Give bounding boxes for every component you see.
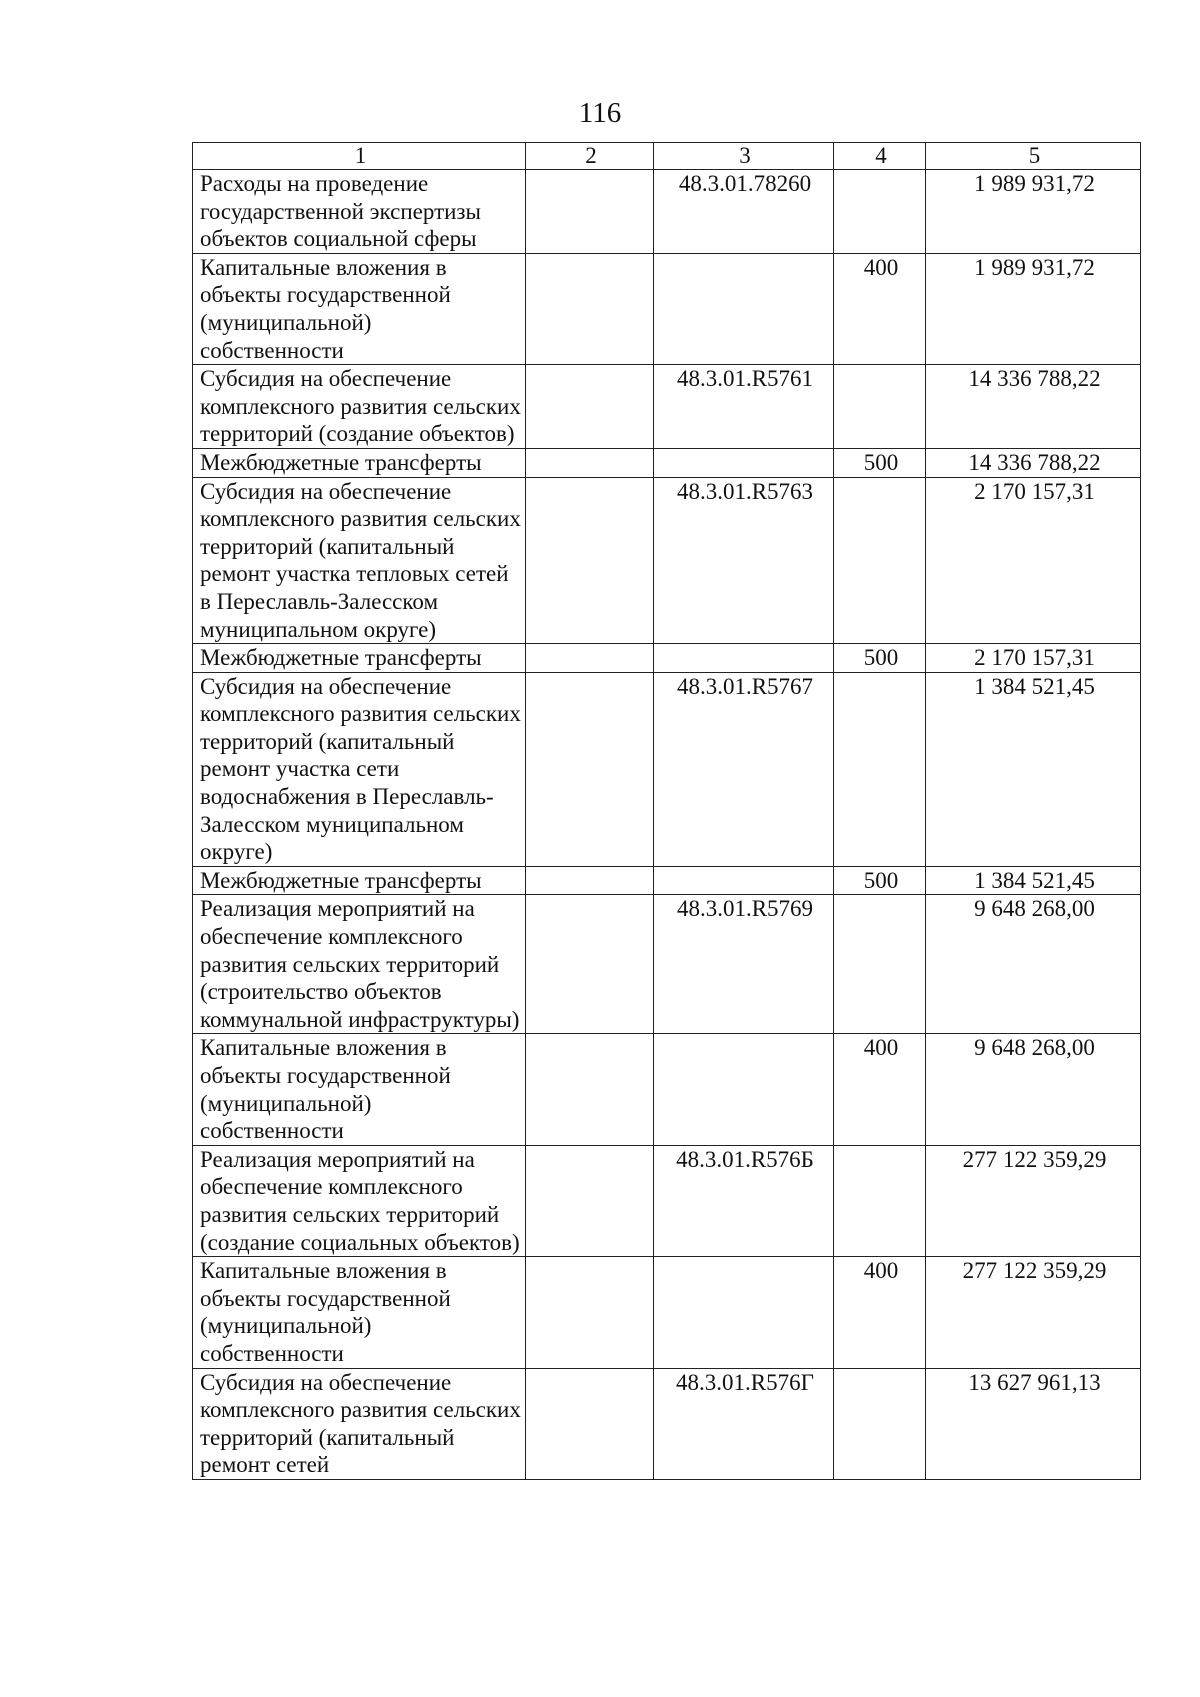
row-code-cell [654,448,834,477]
row-code-cell [654,1257,834,1368]
row-name-cell: Реализация мероприятий на обеспечение комплексного развития сельских территорий (строительство объектов коммунальной инфраструктуры) [193,895,526,1034]
budget-table [192,142,1141,1480]
row-amount-cell: 2 170 157,31 [926,477,1141,644]
row-code-cell: 48.3.01.78260 [654,170,834,254]
row-type-cell: 500 [834,448,926,477]
row-amount-cell: 14 336 788,22 [926,365,1141,449]
row-name-cell: Межбюджетные трансферты [193,448,526,477]
row-col2-cell [526,1257,654,1368]
table-row [193,1368,1141,1479]
row-code-cell: 48.3.01.R576Г [654,1368,834,1479]
row-amount-cell: 1 384 521,45 [926,866,1141,895]
table-row [193,477,1141,644]
row-code-cell: 48.3.01.R5767 [654,672,834,866]
row-type-cell: 400 [834,1034,926,1145]
row-name-cell: Реализация мероприятий на обеспечение комплексного развития сельских территорий (создание социальных объектов) [193,1145,526,1256]
table-row [193,253,1141,364]
table-header [193,143,1141,170]
row-amount-cell: 9 648 268,00 [926,895,1141,1034]
row-col2-cell [526,1034,654,1145]
row-col2-cell [526,866,654,895]
row-amount-cell: 1 989 931,72 [926,253,1141,364]
row-amount-cell: 277 122 359,29 [926,1145,1141,1256]
header-col-4: 4 [834,143,926,170]
row-col2-cell [526,253,654,364]
row-amount-cell: 9 648 268,00 [926,1034,1141,1145]
row-name-cell: Субсидия на обеспечение комплексного развития сельских территорий (капитальный ремонт сетей [193,1368,526,1479]
row-name-cell: Расходы на проведение государственной экспертизы объектов социальной сферы [193,170,526,254]
row-name-cell: Субсидия на обеспечение комплексного развития сельских территорий (капитальный ремонт участка сети водоснабжения в Переславль-Залесском муниципальном округе) [193,672,526,866]
header-col-2: 2 [526,143,654,170]
row-amount-cell: 14 336 788,22 [926,448,1141,477]
row-name-cell: Межбюджетные трансферты [193,866,526,895]
row-type-cell: 500 [834,644,926,673]
table-row [193,672,1141,866]
row-amount-cell: 13 627 961,13 [926,1368,1141,1479]
row-col2-cell [526,672,654,866]
row-col2-cell [526,644,654,673]
row-amount-cell: 277 122 359,29 [926,1257,1141,1368]
row-col2-cell [526,895,654,1034]
row-col2-cell [526,365,654,449]
table-row [193,365,1141,449]
header-col-3: 3 [654,143,834,170]
row-type-cell: 400 [834,253,926,364]
table-row [193,895,1141,1034]
row-name-cell: Субсидия на обеспечение комплексного развития сельских территорий (капитальный ремонт участка тепловых сетей в Переславль-Залесском муниципальном округе) [193,477,526,644]
row-name-cell: Капитальные вложения в объекты государственной (муниципальной) собственности [193,253,526,364]
header-col-1: 1 [193,143,526,170]
header-col-5: 5 [926,143,1141,170]
row-code-cell [654,253,834,364]
row-code-cell: 48.3.01.R5761 [654,365,834,449]
table-row [193,866,1141,895]
row-type-cell [834,477,926,644]
row-name-cell: Капитальные вложения в объекты государственной (муниципальной) собственности [193,1034,526,1145]
row-col2-cell [526,448,654,477]
row-col2-cell [526,1368,654,1479]
row-type-cell: 400 [834,1257,926,1368]
row-amount-cell: 1 989 931,72 [926,170,1141,254]
row-col2-cell [526,170,654,254]
row-amount-cell: 2 170 157,31 [926,644,1141,673]
row-type-cell [834,672,926,866]
page-number: 116 [578,97,622,129]
row-type-cell [834,1368,926,1479]
table-row [193,644,1141,673]
table-row [193,1034,1141,1145]
row-name-cell: Субсидия на обеспечение комплексного развития сельских территорий (создание объектов) [193,365,526,449]
row-name-cell: Межбюджетные трансферты [193,644,526,673]
row-code-cell [654,1034,834,1145]
row-code-cell [654,644,834,673]
table-row [193,1257,1141,1368]
row-code-cell [654,866,834,895]
row-code-cell: 48.3.01.R5769 [654,895,834,1034]
table-row [193,448,1141,477]
table-row [193,1145,1141,1256]
row-type-cell [834,170,926,254]
row-code-cell: 48.3.01.R576Б [654,1145,834,1256]
row-col2-cell [526,1145,654,1256]
header-row [193,143,1141,170]
table-body [193,170,1141,1480]
row-amount-cell: 1 384 521,45 [926,672,1141,866]
row-code-cell: 48.3.01.R5763 [654,477,834,644]
row-type-cell [834,365,926,449]
row-name-cell: Капитальные вложения в объекты государственной (муниципальной) собственности [193,1257,526,1368]
row-type-cell: 500 [834,866,926,895]
table-row [193,170,1141,254]
row-type-cell [834,1145,926,1256]
row-col2-cell [526,477,654,644]
row-type-cell [834,895,926,1034]
